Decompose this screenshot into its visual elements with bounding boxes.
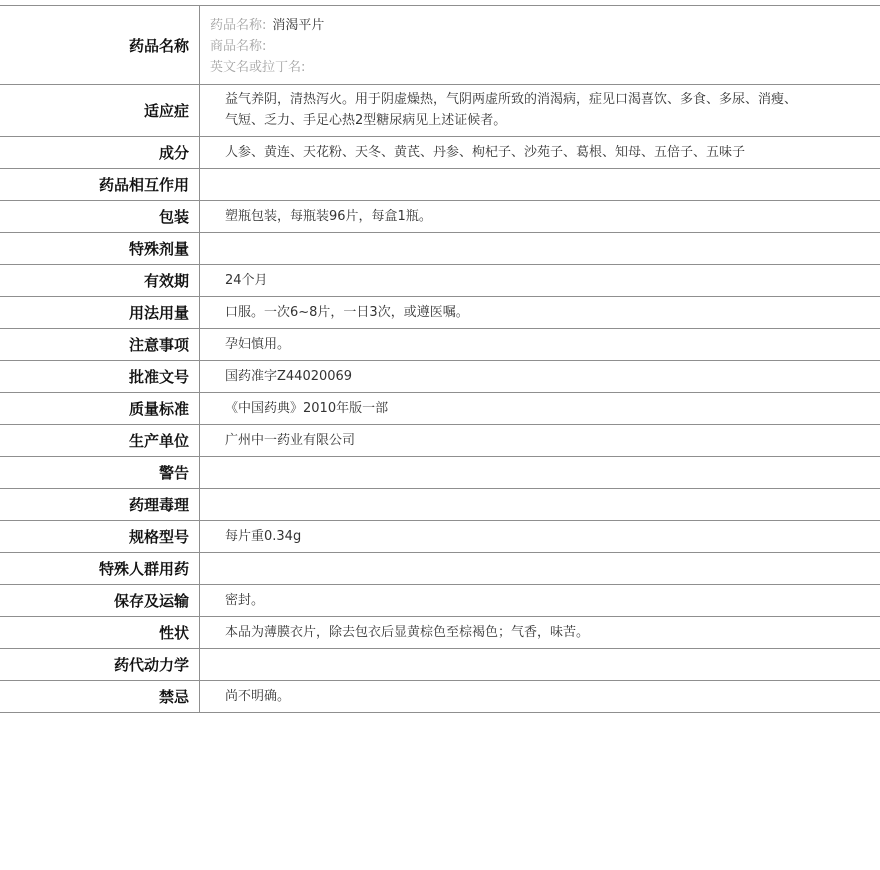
row-label: 药理毒理	[0, 489, 200, 520]
row-label: 包装	[0, 201, 200, 232]
row-manufacturer	[0, 425, 880, 457]
row-usage-dosage	[0, 297, 880, 329]
row-value: 尚不明确。	[225, 689, 291, 704]
row-label: 药代动力学	[0, 649, 200, 680]
generic-name-key: 药品名称:	[210, 18, 267, 33]
row-label: 特殊剂量	[0, 233, 200, 264]
row-label: 药品相互作用	[0, 169, 200, 200]
generic-name-value: 消渴平片	[272, 18, 325, 33]
row-value: 塑瓶包装，每瓶装96片，每盒1瓶。	[225, 209, 432, 224]
row-packaging	[0, 201, 880, 233]
row-value	[200, 457, 880, 488]
row-value: 本品为薄膜衣片，除去包衣后显黄棕色至棕褐色；气香，味苦。	[225, 625, 590, 640]
row-value	[200, 553, 880, 584]
row-value: 孕妇慎用。	[225, 337, 291, 352]
row-label: 注意事项	[0, 329, 200, 360]
row-value	[200, 489, 880, 520]
row-value: 《中国药典》2010年版一部	[225, 401, 389, 416]
row-indications	[0, 85, 880, 137]
row-value: 益气养阴，清热泻火。用于阴虚燥热，气阴两虚所致的消渴病，症见口渴喜饮、多食、多尿、消瘦、气短、乏力、手足心热2型糖尿病见上述证候者。	[225, 92, 798, 128]
row-pharmacology-toxicology	[0, 489, 880, 521]
row-shelf-life	[0, 265, 880, 297]
row-value: 24个月	[225, 273, 268, 288]
row-label: 质量标准	[0, 393, 200, 424]
trade-name-line	[210, 36, 880, 57]
row-warning	[0, 457, 880, 489]
row-special-populations	[0, 553, 880, 585]
row-value: 密封。	[225, 593, 265, 608]
drug-name-block	[200, 6, 880, 84]
row-value: 每片重0.34g	[225, 529, 302, 544]
row-label: 药品名称	[0, 6, 200, 84]
row-label: 成分	[0, 137, 200, 168]
row-special-dosage	[0, 233, 880, 265]
row-pharmacokinetics	[0, 649, 880, 681]
row-drug-interactions	[0, 169, 880, 201]
row-label: 特殊人群用药	[0, 553, 200, 584]
row-quality-standard	[0, 393, 880, 425]
row-value: 国药准字Z44020069	[225, 369, 353, 384]
row-label: 禁忌	[0, 681, 200, 712]
row-contraindications	[0, 681, 880, 713]
row-precautions	[0, 329, 880, 361]
row-label: 有效期	[0, 265, 200, 296]
row-ingredients	[0, 137, 880, 169]
row-value	[200, 233, 880, 264]
trade-name-key: 商品名称:	[210, 39, 267, 54]
row-value: 口服。一次6~8片，一日3次，或遵医嘱。	[225, 305, 469, 320]
english-name-line	[210, 57, 880, 78]
row-label: 批准文号	[0, 361, 200, 392]
row-label: 警告	[0, 457, 200, 488]
row-approval-number	[0, 361, 880, 393]
row-label: 规格型号	[0, 521, 200, 552]
row-value	[200, 169, 880, 200]
row-specification	[0, 521, 880, 553]
row-drug-name	[0, 6, 880, 85]
generic-name-line	[210, 15, 880, 36]
row-label: 用法用量	[0, 297, 200, 328]
row-description	[0, 617, 880, 649]
row-label: 保存及运输	[0, 585, 200, 616]
row-value	[200, 649, 880, 680]
row-value: 人参、黄连、天花粉、天冬、黄芪、丹参、枸杞子、沙苑子、葛根、知母、五倍子、五味子	[225, 145, 746, 160]
row-storage-transport	[0, 585, 880, 617]
drug-info-table	[0, 5, 880, 713]
row-label: 适应症	[0, 85, 200, 136]
row-value: 广州中一药业有限公司	[225, 433, 356, 448]
row-label: 性状	[0, 617, 200, 648]
row-label: 生产单位	[0, 425, 200, 456]
english-name-key: 英文名或拉丁名:	[210, 60, 306, 75]
